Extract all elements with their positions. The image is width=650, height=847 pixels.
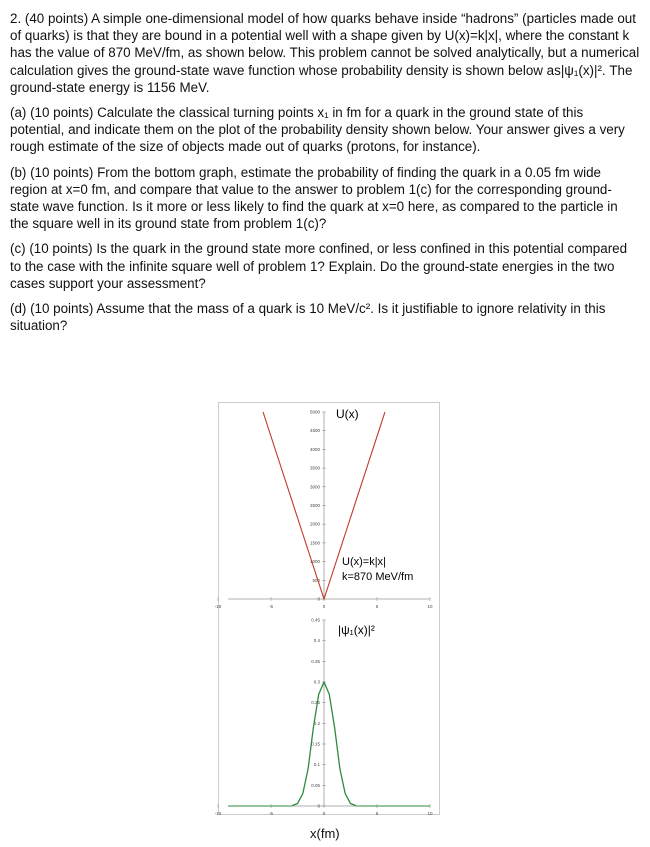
part-d: (d) (10 points) Assume that the mass of a quark is 10 MeV/c². Is it justifiable to ignore relativity in this situation? [10,301,606,334]
part-a: (a) (10 points) Calculate the classical turning points x₁ in fm for a quark in the ground state of this potential, and indicate them on the plot of the probability density shown below. Your answer gives a very rough estimate of the size of objects made out of quarks (protons, for instance). [10,105,625,155]
potential-formula-label: U(x)=k|x| [342,556,386,568]
x-axis-label: x(fm) [310,826,340,841]
x-tick-label: -10 [214,811,222,816]
y-tick-label: 500 [312,577,320,583]
probability-plot-title: |ψ₁(x)|² [338,623,375,637]
y-tick-label: 2500 [309,503,320,508]
y-tick-label: 0.4 [313,638,320,644]
problem-text [10,10,640,342]
x-tick-label: 10 [427,811,433,816]
potential-plot-title: U(x) [336,407,359,421]
y-tick-label: 3000 [309,484,320,490]
part-c: (c) (10 points) Is the quark in the ground state more confined, or less confined in this potential compared to the case with the infinite square well of problem 1? Explain. Do the ground-state energies in the two cases support your assessment? [10,241,628,291]
problem-intro: 2. (40 points) A simple one-dimensional model of how quarks behave inside “hadrons” (particles made out of quarks) is that they are bound in a potential well with a shape given by U(x)=k|x|, where the constant k has the value of 870 MeV/fm, as shown below. This problem cannot be solved analytically, but a numerical calculation gives the ground-state wave function whose probability density is shown below as|ψ₁(x)|². The ground-state energy is 1156 MeV. [10,11,640,95]
y-tick-label: 1500 [309,540,320,546]
figure-svg [214,402,440,816]
x-tick-label: -10 [214,604,222,609]
y-tick-label: 5000 [309,409,320,415]
y-tick-label: 0.2 [313,720,320,726]
y-tick-label: 0.35 [311,658,320,664]
y-tick-label: 2000 [309,521,320,527]
figure [214,402,440,816]
x-tick-label: 5 [375,811,379,816]
y-tick-label: 4500 [309,428,320,434]
y-tick-label: 0.05 [311,782,320,788]
y-tick-label: 0.15 [311,741,320,747]
y-tick-label: 0.3 [313,679,320,685]
y-tick-label: 0.1 [313,762,320,768]
y-tick-label: 1000 [309,559,320,565]
figure-border [219,403,440,815]
y-tick-label: 0 [317,803,320,809]
y-tick-label: 3500 [309,465,320,471]
x-tick-label: -5 [268,604,274,609]
y-tick-label: 0.25 [311,700,320,706]
y-tick-label: 4000 [309,446,320,452]
x-tick-label: 0 [322,604,326,609]
x-tick-label: -5 [268,811,274,816]
y-tick-label: 0 [317,596,320,602]
k-value-label: k=870 MeV/fm [342,571,414,583]
part-b: (b) (10 points) From the bottom graph, estimate the probability of finding the quark in a 0.05 fm wide region at x=0 fm, and compare that value to the answer to problem 1(c) for the corresponding ground-state wave function. Is it more or less likely to find the quark at x=0 here, as compared to the particle in the square well in its ground state from problem 1(c)? [10,164,618,232]
x-tick-label: 0 [322,811,326,816]
x-tick-label: 5 [375,604,379,609]
x-tick-label: 10 [427,604,433,609]
y-tick-label: 0.45 [311,617,320,623]
